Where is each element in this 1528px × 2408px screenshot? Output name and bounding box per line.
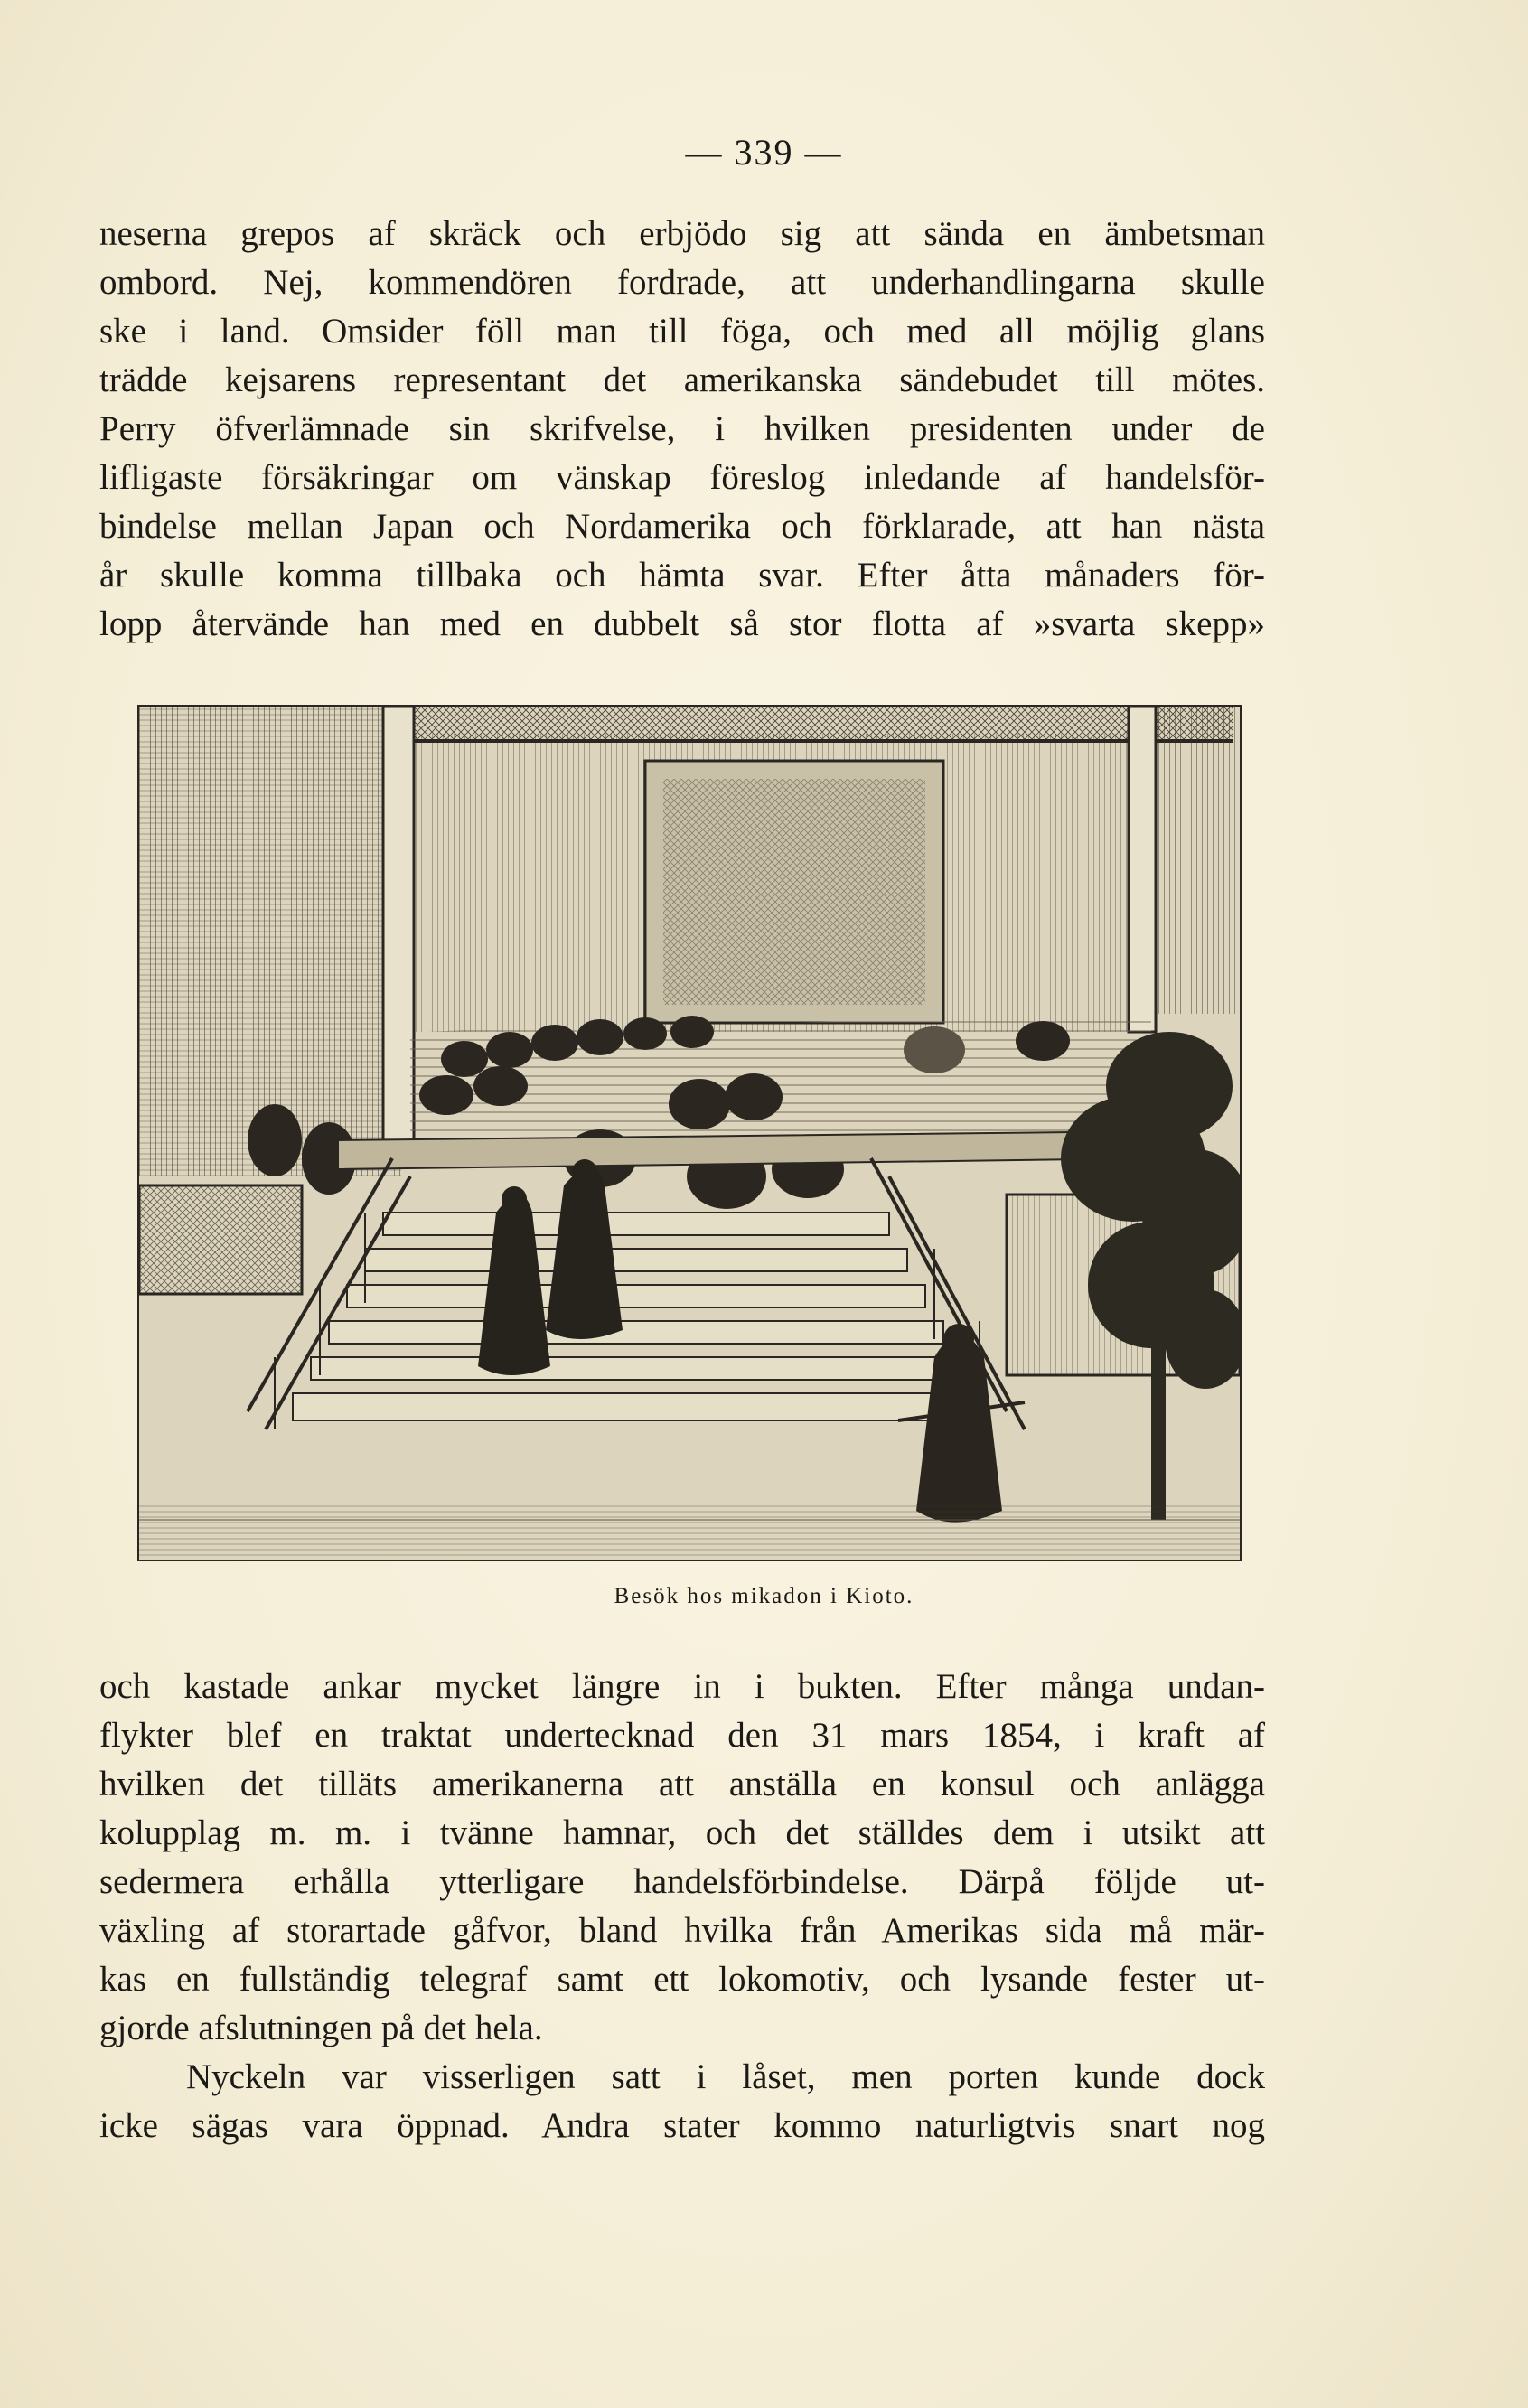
text-line: sedermera erhålla ytterligare handelsförbindelse. Därpå följde ut-	[99, 1862, 1265, 1901]
paragraph-bottom	[99, 1663, 1265, 2150]
text-line: lopp återvände han med en dubbelt så stor flotta af »svarta skepp»	[99, 604, 1265, 643]
text-line: flykter blef en traktat undertecknad den 31 mars 1854, i kraft af	[99, 1716, 1265, 1755]
text-line: bindelse mellan Japan och Nordamerika och förklarade, att han nästa	[99, 507, 1265, 546]
text-line: hvilken det tilläts amerikanerna att anställa en konsul och anlägga	[99, 1765, 1265, 1804]
text-line: Perry öfverlämnade sin skrifvelse, i hvilken presidenten under de	[99, 409, 1265, 448]
text-line: lifligaste försäkringar om vänskap föreslog inledande af handelsför-	[99, 458, 1265, 497]
text-line: ske i land. Omsider föll man till föga, och med all möjlig glans	[99, 312, 1265, 351]
engraving-drawing	[139, 707, 1240, 1560]
text-line: ombord. Nej, kommendören fordrade, att underhandlingarna skulle	[99, 263, 1265, 302]
text-line: neserna grepos af skräck och erbjödo sig att sända en ämbetsman	[99, 214, 1265, 253]
engraving-illustration	[137, 705, 1242, 1561]
text-line: kas en fullständig telegraf samt ett lokomotiv, och lysande fester ut-	[99, 1960, 1265, 1999]
figure-caption: Besök hos mikadon i Kioto.	[614, 1584, 914, 1608]
text-line: och kastade ankar mycket längre in i bukten. Efter många undan-	[99, 1667, 1265, 1706]
text-line: år skulle komma tillbaka och hämta svar. Efter åtta månaders för-	[99, 556, 1265, 595]
text-line: kolupplag m. m. i tvänne hamnar, och det ställdes dem i utsikt att	[99, 1813, 1265, 1852]
text-line: trädde kejsarens representant det amerikanska sändebudet till mötes.	[99, 361, 1265, 399]
text-line: icke sägas vara öppnad. Andra stater kommo naturligtvis snart nog	[99, 2106, 1265, 2145]
text-line: gjorde afslutningen på det hela.	[99, 2009, 543, 2047]
text-line: växling af storartade gåfvor, bland hvilka från Amerikas sida må mär-	[99, 1911, 1265, 1950]
page-number: — 339 —	[685, 132, 843, 173]
paragraph-top	[99, 210, 1265, 649]
text-line: Nyckeln var visserligen satt i låset, men porten kunde dock	[186, 2057, 1265, 2096]
